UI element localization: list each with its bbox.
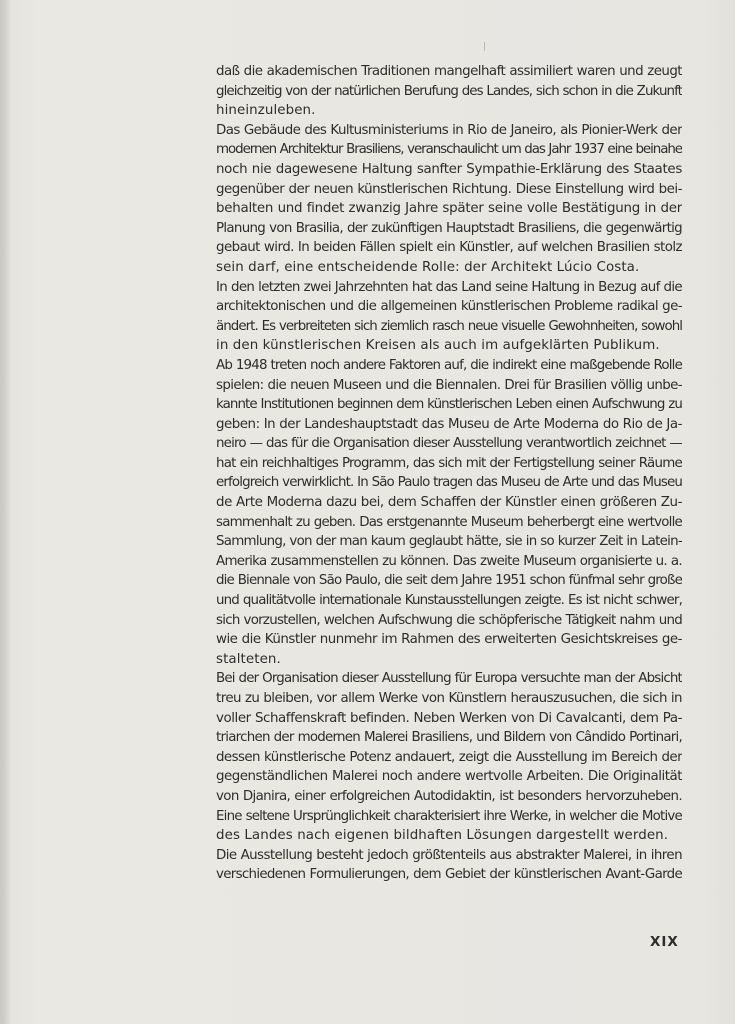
text-line: gebaut wird. In beiden Fällen spielt ein Künstler, auf welchen Brasilien stolz bbox=[216, 240, 682, 256]
text-line: sein darf, eine entscheidende Rolle: der Architekt Lúcio Costa. bbox=[216, 259, 640, 275]
text-line: ändert. Es verbreiteten sich ziemlich rasch neue visuelle Gewohnheiten, sowohl bbox=[216, 318, 682, 334]
text-line: treu zu bleiben, vor allem Werke von Künstlern herauszusuchen, die sich in bbox=[216, 691, 682, 706]
text-line: und qualitätvolle internationale Kunstausstellungen zeigte. Es ist nicht schwer, bbox=[216, 593, 682, 609]
text-line: gleichzeitig von der natürlichen Berufung des Landes, sich schon in die Zukunft bbox=[216, 83, 682, 99]
text-line: daß die akademischen Traditionen mangelhaft assimiliert waren und zeugt bbox=[216, 64, 682, 79]
text-line: In den letzten zwei Jahrzehnten hat das Land seine Haltung in Bezug auf die bbox=[216, 279, 682, 295]
text-line: Amerika zusammenstellen zu können. Das zweite Museum organisierte u. a. bbox=[216, 553, 682, 569]
text-line: sammenhalt zu geben. Das erstgenannte Museum beherbergt eine wertvolle bbox=[216, 514, 682, 530]
text-line: Das Gebäude des Kultusministeriums in Rio de Janeiro, als Pionier-Werk der bbox=[216, 122, 682, 138]
text-line: spielen: die neuen Museen und die Biennalen. Drei für Brasilien völlig unbe- bbox=[216, 377, 682, 393]
text-line: die Biennale von São Paulo, die seit dem Jahre 1951 schon fünfmal sehr große bbox=[216, 573, 682, 589]
text-line: behalten und findet zwanzig Jahre später seine volle Bestätigung in der bbox=[216, 201, 682, 217]
text-line: neiro — das für die Organisation dieser Ausstellung verantwortlich zeichnet — bbox=[216, 436, 682, 452]
spine-shadow bbox=[0, 0, 10, 1024]
text-line: erfolgreich verwirklicht. In São Paulo tragen das Museu de Arte und das Museu bbox=[216, 475, 682, 491]
text-line: stalteten. bbox=[216, 651, 281, 667]
text-line: Planung von Brasilia, der zukünftigen Hauptstadt Brasiliens, die gegenwärtig bbox=[216, 220, 682, 236]
text-line: Eine seltene Ursprünglichkeit charakterisiert ihre Werke, in welcher die Motive bbox=[216, 808, 682, 824]
text-line: hat ein reichhaltiges Programm, das sich mit der Fertigstellung seiner Räume bbox=[216, 455, 682, 471]
text-line: Ab 1948 treten noch andere Faktoren auf, die indirekt eine maßgebende Rolle bbox=[216, 357, 682, 373]
text-line: verschiedenen Formulierungen, dem Gebiet der künstlerischen Avant-Garde bbox=[216, 867, 682, 883]
text-line: architektonischen und die allgemeinen künstlerischen Probleme radikal ge- bbox=[216, 299, 682, 315]
text-line: voller Schaffenskraft befinden. Neben Werken von Di Cavalcanti, dem Pa- bbox=[216, 710, 682, 726]
text-line: Die Ausstellung besteht jedoch größtenteils aus abstrakter Malerei, in ihren bbox=[216, 847, 682, 863]
text-line: noch nie dagewesene Haltung sanfter Sympathie-Erklärung des Staates bbox=[216, 161, 682, 177]
text-line: wie die Künstler nunmehr im Rahmen des erweiterten Gesichtskreises ge- bbox=[216, 632, 682, 648]
text-line: sich vorzustellen, welchen Aufschwung die schöpferische Tätigkeit nahm und bbox=[216, 612, 682, 628]
text-line: von Djanira, einer erfolgreichen Autodidaktin, ist besonders hervorzuheben. bbox=[216, 788, 682, 804]
text-line: de Arte Moderna dazu bei, dem Schaffen der Künstler einen größeren Zu- bbox=[216, 495, 682, 511]
text-line: geben: In der Landeshauptstadt das Museu de Arte Moderna do Rio de Ja- bbox=[216, 416, 682, 432]
text-line: des Landes nach eigenen bildhaften Lösungen dargestellt werden. bbox=[216, 828, 669, 844]
text-line: kannte Institutionen beginnen dem künstlerischen Leben einen Aufschwung zu bbox=[216, 397, 682, 413]
text-line: gegenständlichen Malerei noch andere wertvolle Arbeiten. Die Originalität bbox=[216, 769, 682, 785]
page-number: XIX bbox=[650, 934, 679, 950]
text-line: Bei der Organisation dieser Ausstellung für Europa versuchte man der Absicht bbox=[216, 671, 682, 687]
text-line: dessen künstlerische Potenz andauert, zeigt die Ausstellung im Bereich der bbox=[216, 749, 682, 765]
text-line: Sammlung, von der man kaum geglaubt hätte, sie in so kurzer Zeit in Latein- bbox=[216, 534, 682, 550]
text-line: hineinzuleben. bbox=[216, 103, 316, 119]
text-line: triarchen der modernen Malerei Brasiliens, und Bildern von Cândido Portinari, bbox=[216, 730, 682, 746]
text-line: in den künstlerischen Kreisen als auch im aufgeklärten Publikum. bbox=[216, 338, 660, 354]
paper-speck bbox=[484, 42, 485, 51]
body-text bbox=[216, 62, 682, 885]
text-line: gegenüber der neuen künstlerischen Richtung. Diese Einstellung wird bei- bbox=[216, 181, 682, 197]
text-line: modernen Architektur Brasiliens, veranschaulicht um das Jahr 1937 eine beinahe bbox=[216, 142, 682, 158]
